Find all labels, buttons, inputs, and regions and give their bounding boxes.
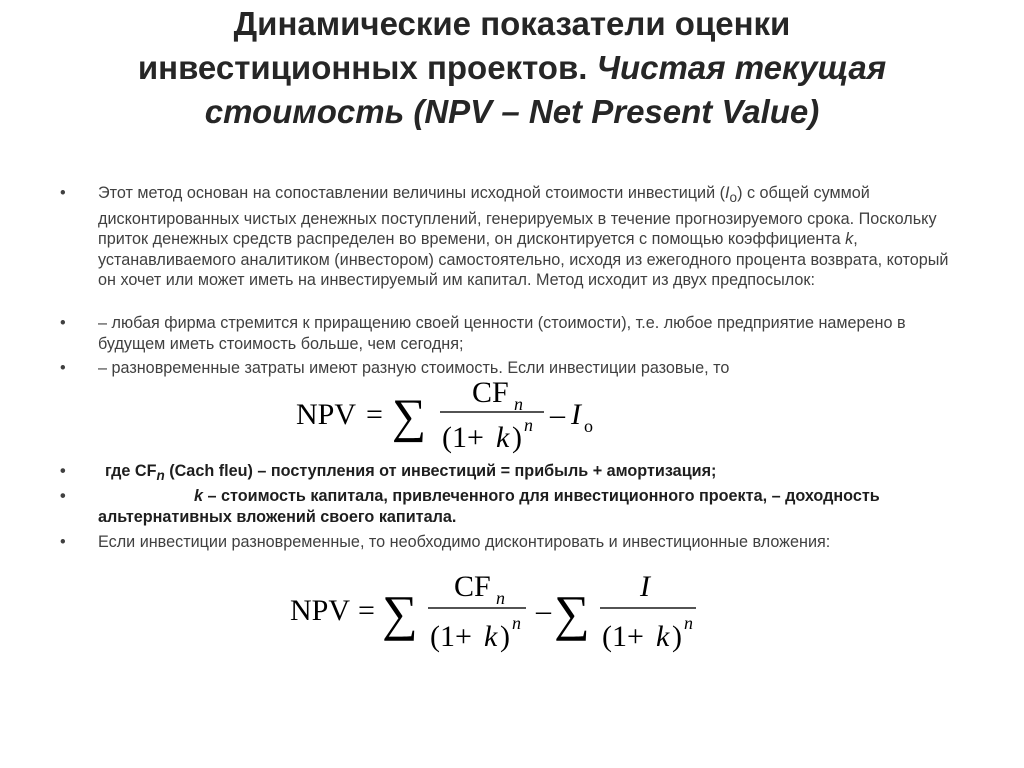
- title-line-3: стоимость (NPV – Net Present Value): [204, 93, 820, 130]
- f2-den2-sup: n: [684, 613, 693, 633]
- f2-den-left: (1+: [430, 620, 472, 653]
- f2-den2-left: (1+: [602, 620, 644, 653]
- bullet-method-description: [98, 183, 968, 291]
- f2-eq: =: [358, 594, 375, 627]
- slide-title: [60, 2, 964, 134]
- bullet-premise-2: • – разновременные затраты имеют разную стоимость. Если инвестиции разовые, то: [98, 358, 968, 379]
- formula-npv-staggered-svg: [290, 566, 710, 662]
- bullet-k-definition: [98, 486, 968, 527]
- f1-i: I: [571, 398, 581, 431]
- f2-num-2: I: [640, 570, 650, 603]
- bullet-4-sub-n: n: [156, 468, 165, 484]
- f1-minus: –: [550, 398, 565, 431]
- f1-num-sub: n: [514, 394, 523, 414]
- f1-i-sub: o: [584, 416, 593, 436]
- f1-den-left: (1+: [442, 421, 484, 454]
- f2-den2-right: ): [672, 620, 682, 653]
- f2-den-k: k: [484, 620, 498, 653]
- formula-npv-single: [296, 372, 616, 460]
- bullet-cf-definition: [98, 461, 968, 487]
- f2-den-right: ): [500, 620, 510, 653]
- title-line-2-regular: инвестиционных проектов.: [137, 49, 588, 86]
- f2-num-sub: n: [496, 588, 505, 608]
- f2-den2-k: k: [656, 620, 670, 653]
- bullet-1-var-i: I: [725, 184, 730, 202]
- title-line-1: Динамические показатели оценки: [233, 5, 791, 42]
- title-line-2-italic: Чистая текущая: [596, 49, 887, 86]
- f2-den-sup: n: [512, 613, 521, 633]
- f2-num: CF: [454, 570, 491, 603]
- bullet-1-sub-o: o: [729, 190, 738, 206]
- f1-den-sup: n: [524, 415, 533, 435]
- f1-lhs: NPV: [296, 398, 357, 431]
- bullet-premise-1: • – любая фирма стремится к приращению своей ценности (стоимости), т.е. любое предприятие намерено в будущем иметь стоимость больше, чем сегодня;: [98, 313, 968, 354]
- bullet-5-text: – стоимость капитала, привлеченного для инвестиционного проекта, – доходность альтернативных вложений своего капитала.: [98, 487, 880, 526]
- f1-sigma: ∑: [392, 390, 427, 443]
- bullet-1-var-k: k: [845, 230, 854, 249]
- bullet-5-var-k: k: [194, 487, 204, 505]
- f2-lhs: NPV: [290, 594, 351, 627]
- f1-num: CF: [472, 376, 509, 409]
- bullet-1-text-c: , устанавливаемого аналитиком (инвестором) самостоятельно, исходя из ежегодного процента возврата, который он хочет или может иметь на инвестируемый им капитал. Метод исходит из двух предпосылок:: [98, 230, 949, 290]
- f2-minus: –: [536, 594, 551, 627]
- f1-den-right: ): [512, 421, 522, 454]
- f2-sigma: ∑: [382, 585, 418, 641]
- bullet-staggered-investments: • Если инвестиции разновременные, то необходимо дисконтировать и инвестиционные вложения:: [98, 532, 968, 553]
- f1-eq: =: [366, 398, 383, 431]
- bullet-1-text-b: ) с общей суммой дисконтированных чистых денежных поступлений, генерируемых в течение прогнозируемого срока. Поскольку приток денежных средств распределен во времени, он дисконтируется с помощью коэффициента: [98, 184, 937, 249]
- formula-npv-single-svg: [296, 372, 616, 460]
- title-line-2: [60, 46, 964, 90]
- formula-npv-staggered: [290, 566, 710, 662]
- f1-den-k: k: [496, 421, 510, 454]
- bullet-4-text-a: где CF: [105, 462, 157, 480]
- bullet-4-text-b: (Cach fleu) – поступления от инвестиций = прибыль + амортизация;: [164, 462, 717, 480]
- f2-sigma-2: ∑: [554, 585, 590, 641]
- bullet-1-text-a: Этот метод основан на сопоставлении величины исходной стоимости инвестиций (: [98, 184, 726, 202]
